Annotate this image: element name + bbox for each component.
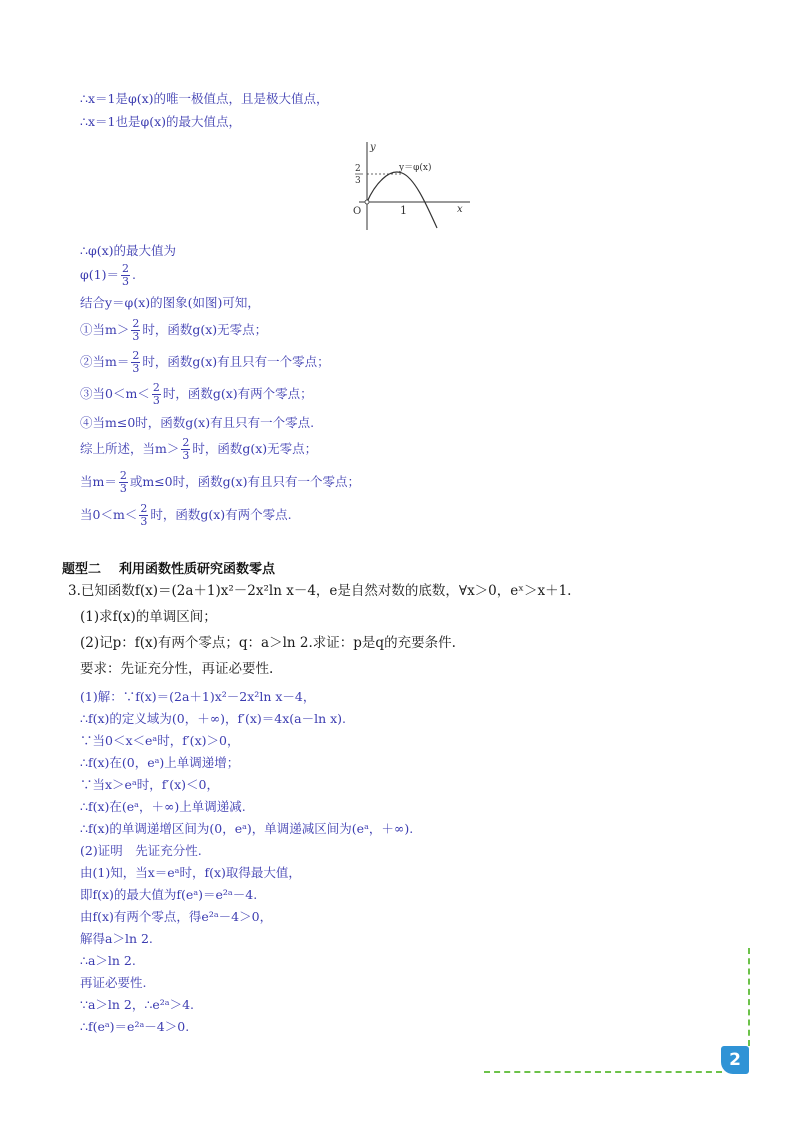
tick-label-num: 2	[355, 164, 361, 174]
solution-line: ∴x＝1也是φ(x)的最大值点，	[80, 114, 242, 129]
solution-line: φ(1)＝ $\frac{2}{3}$ .	[80, 262, 136, 288]
phi-graph	[345, 140, 475, 232]
case-line: ③当0＜m＜ $\frac{2}{3}$ 时，函数g(x)有两个零点；	[80, 381, 313, 407]
summary-line: 综上所述，当m＞ $\frac{2}{3}$ 时，函数g(x)无零点；	[80, 436, 318, 462]
solution-line: ∴f(x)在(eᵃ，＋∞)上单调递减.	[80, 799, 246, 814]
fraction: $\frac{2}{3}$	[121, 262, 129, 288]
dashed-frame-horizontal	[484, 1071, 722, 1073]
solution-line: 由(1)知，当x＝eᵃ时，f(x)取得最大值，	[80, 865, 301, 880]
solution-line: 结合y＝φ(x)的图象(如图)可知，	[80, 295, 260, 310]
fraction: $\frac{2}{3}$	[119, 469, 127, 495]
fraction: $\frac{2}{3}$	[182, 436, 190, 462]
question-1: (1)求f(x)的单调区间；	[80, 609, 217, 625]
solution-line: ∴x＝1是φ(x)的唯一极值点，且是极大值点，	[80, 91, 329, 106]
tick-label-den: 3	[355, 176, 361, 186]
fraction: $\frac{2}{3}$	[132, 349, 140, 375]
dashed-frame-vertical	[748, 948, 750, 1046]
solution-line: ∴a＞ln 2.	[80, 953, 136, 968]
solution-line: ∴f(x)的单调递增区间为(0，eᵃ)，单调递减区间为(eᵃ，＋∞).	[80, 821, 414, 836]
solution-line: 解得a＞ln 2.	[80, 931, 153, 946]
fraction: $\frac{2}{3}$	[152, 381, 160, 407]
case-line: ①当m＞ $\frac{2}{3}$ 时，函数g(x)无零点；	[80, 317, 268, 343]
summary-line: 当m＝ $\frac{2}{3}$ 或m≤0时，函数g(x)有且只有一个零点；	[80, 469, 360, 495]
fraction: $\frac{2}{3}$	[132, 317, 140, 343]
x-axis-label: x	[457, 204, 463, 215]
curve-label: y＝φ(x)	[399, 163, 432, 173]
phi-curve	[367, 172, 437, 228]
section-heading	[62, 558, 293, 577]
fraction: $\frac{2}{3}$	[140, 502, 148, 528]
case-line: ④当m≤0时，函数g(x)有且只有一个零点.	[80, 415, 315, 430]
solution-line: 即f(x)的最大值为f(eᵃ)＝e²ᵃ－4.	[80, 887, 258, 902]
solution-line: 由f(x)有两个零点，得e²ᵃ－4＞0，	[80, 909, 273, 924]
solution-line: ∴φ(x)的最大值为	[80, 243, 177, 258]
solution-line: 再证必要性.	[80, 975, 147, 990]
solution-line: ∴f(x)的定义域为(0，＋∞)，f′(x)＝4x(a－ln x).	[80, 711, 347, 726]
requirement: 要求：先证充分性，再证必要性.	[80, 661, 274, 677]
question-2: (2)记p：f(x)有两个零点；q：a＞ln 2.求证：p是q的充要条件.	[80, 635, 456, 651]
case-line: ②当m＝ $\frac{2}{3}$ 时，函数g(x)有且只有一个零点；	[80, 349, 330, 375]
solution-line: ∴f(eᵃ)＝e²ᵃ－4＞0.	[80, 1019, 190, 1034]
solution-line: (1)解：∵f(x)＝(2a＋1)x²－2x²ln x－4，	[80, 689, 316, 704]
page-number-badge: 2	[721, 1046, 749, 1074]
solution-line: (2)证明 先证充分性.	[80, 843, 202, 858]
y-axis-label: y	[370, 142, 376, 153]
problem-statement: 3.已知函数f(x)＝(2a＋1)x²－2x²ln x－4，e是自然对数的底数，∀x＞0，eˣ＞x＋1.	[68, 583, 572, 599]
section-title: 利用函数性质研究函数零点	[119, 562, 276, 577]
section-number: 题型二	[62, 562, 102, 577]
x-tick-1: 1	[400, 204, 407, 217]
summary-line: 当0＜m＜ $\frac{2}{3}$ 时，函数g(x)有两个零点.	[80, 502, 292, 528]
solution-line: ∵当0＜x＜eᵃ时，f′(x)＞0，	[80, 733, 240, 748]
origin-label: O	[353, 206, 362, 217]
solution-line: ∵当x＞eᵃ时，f′(x)＜0，	[80, 777, 219, 792]
solution-line: ∵a＞ln 2，∴e²ᵃ＞4.	[80, 997, 194, 1012]
solution-line: ∴f(x)在(0，eᵃ)上单调递增；	[80, 755, 240, 770]
